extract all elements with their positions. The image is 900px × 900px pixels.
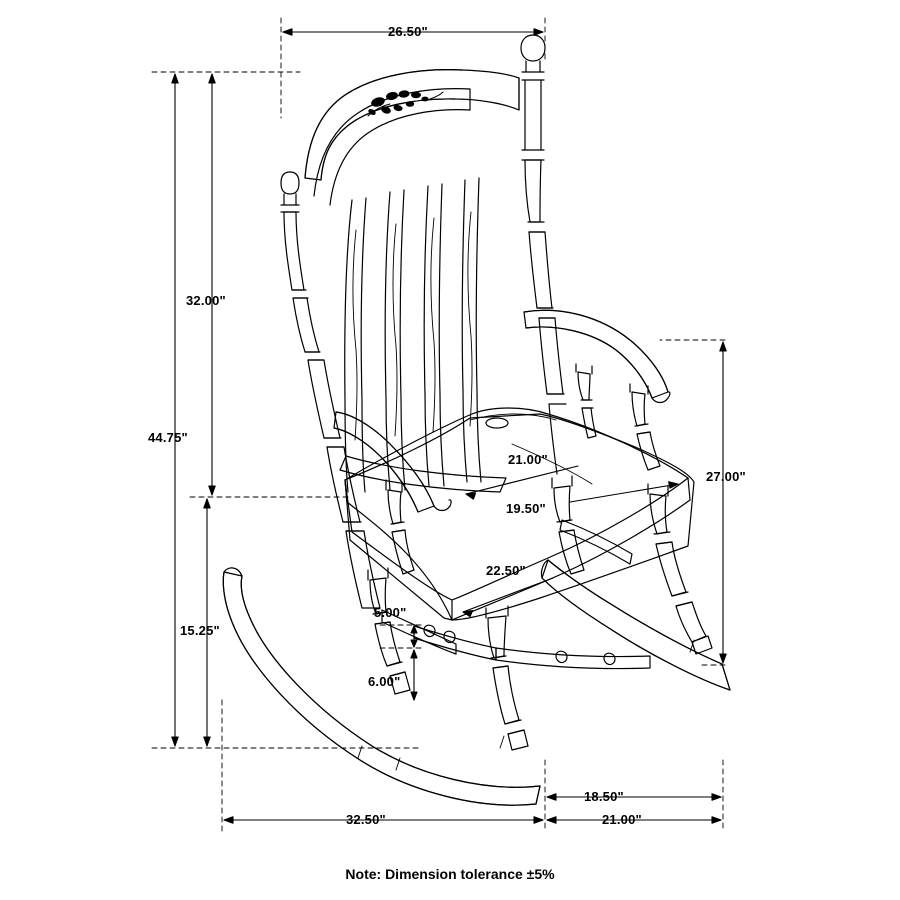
dimension-label-overall-height: 44.75" xyxy=(148,430,188,445)
dimension-label-seat-depth-diagonal: 21.00" xyxy=(508,452,548,467)
dimension-label-stretcher-height: 5.00" xyxy=(374,605,407,620)
dimension-label-seat-height: 15.25" xyxy=(180,623,220,638)
dimension-label-seat-front-width: 22.50" xyxy=(486,563,526,578)
dimension-label-arm-height: 27.00" xyxy=(706,469,746,484)
dimension-label-rocker-length: 32.50" xyxy=(346,812,386,827)
dimension-label-base-width: 21.00" xyxy=(602,812,642,827)
dimension-label-rocker-rear-width: 18.50" xyxy=(584,789,624,804)
dimension-label-seat-width-diagonal: 19.50" xyxy=(506,501,546,516)
dimension-label-lower-rail-height: 6.00" xyxy=(368,674,401,689)
dimension-label-width-top-back: 26.50" xyxy=(388,24,428,39)
tolerance-note: Note: Dimension tolerance ±5% xyxy=(345,866,555,882)
dimension-label-back-height: 32.00" xyxy=(186,293,226,308)
